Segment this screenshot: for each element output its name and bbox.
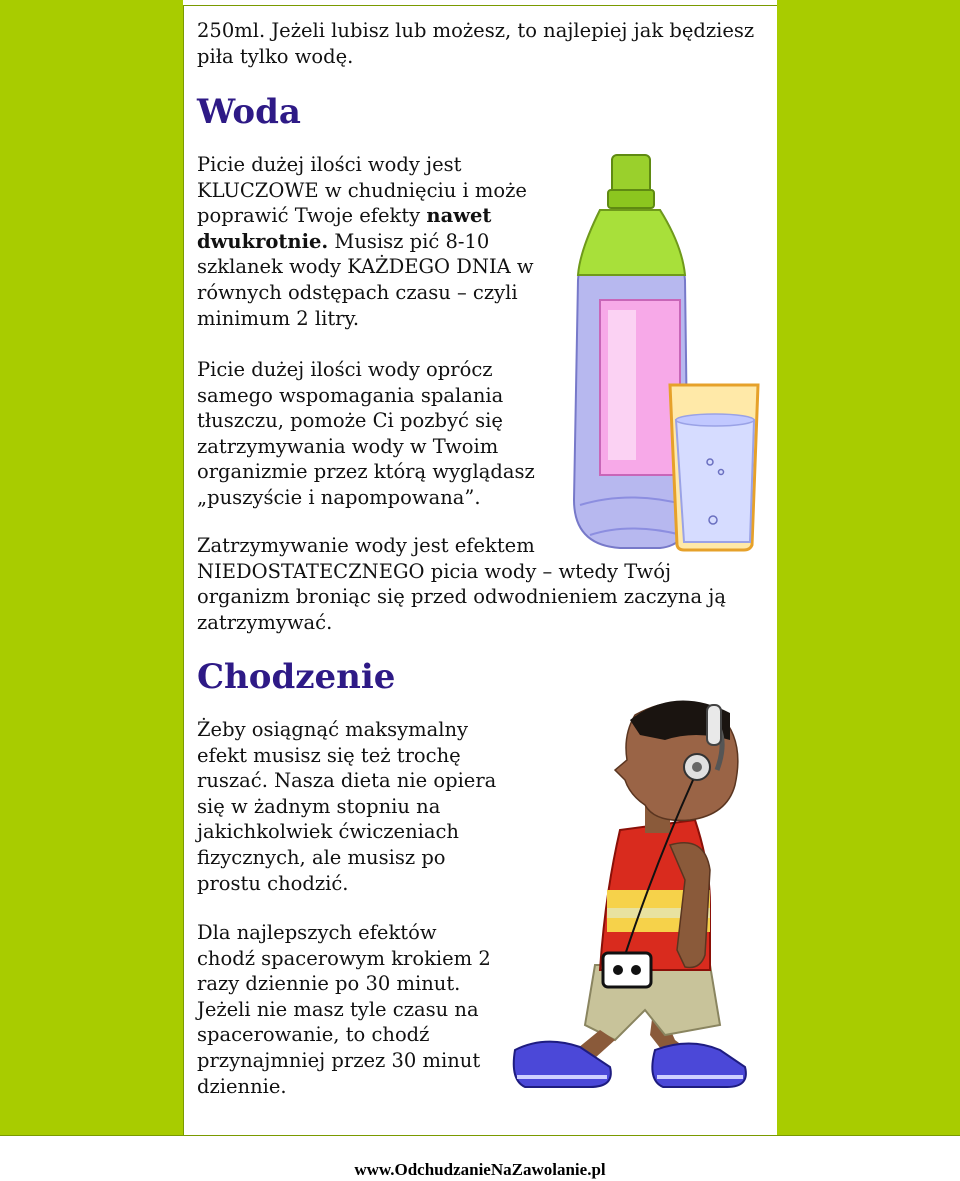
walking-boy-illustration [505,695,770,1115]
water-paragraph-2: Picie dużej ilości wody oprócz samego wspomagania spalania tłuszczu, pomoże Ci pozbyć się zatrzymywania wody w Twoim organizmie przez którą wyglądasz „puszyście i napompowana”. [197,358,535,509]
water-p1-text-a: Picie dużej ilości wody jest KLUCZOWE w chudnięciu i może poprawić Twoje efekty [197,153,527,228]
water-p1-text-b: Musisz pić 8-10 szklanek wody KAŻDEGO DNIA w równych odstępach czasu – czyli minimum 2 litry. [197,229,534,330]
water-heading: Woda [197,92,301,132]
right-green-margin [777,0,960,1135]
walking-heading: Chodzenie [197,657,396,697]
water-paragraph-1 [197,152,542,331]
water-bottle-illustration [560,150,765,560]
footer-url: www.OdchudzanieNaZawolanie.pl [354,1160,606,1179]
water-paragraph-3: Zatrzymywanie wody jest efektem NIEDOSTATECZNEGO picia wody – wtedy Twój organizm broniąc się przed odwodnieniem zaczyna ją zatrzymywać. [197,534,726,634]
bottom-divider [0,1135,960,1136]
walking-paragraph-1: Żeby osiągnąć maksymalny efekt musisz się też trochę ruszać. Nasza dieta nie opiera się w żadnym stopniu na jakichkolwiek ćwiczeniach fizycznych, ale musisz po prostu chodzić. [197,718,497,895]
water-p1-bold: nawet dwukrotnie. [197,204,492,253]
walking-paragraph-2: Dla najlepszych efektów chodź spacerowym krokiem 2 razy dziennie po 30 minut. Jeżeli nie masz tyle czasu na spacerowanie, to chodź przynajmniej przez 30 minut dziennie. [197,921,491,1098]
intro-paragraph: 250ml. Jeżeli lubisz lub możesz, to najlepiej jak będziesz piła tylko wodę. [197,19,755,68]
left-green-margin [0,0,183,1135]
